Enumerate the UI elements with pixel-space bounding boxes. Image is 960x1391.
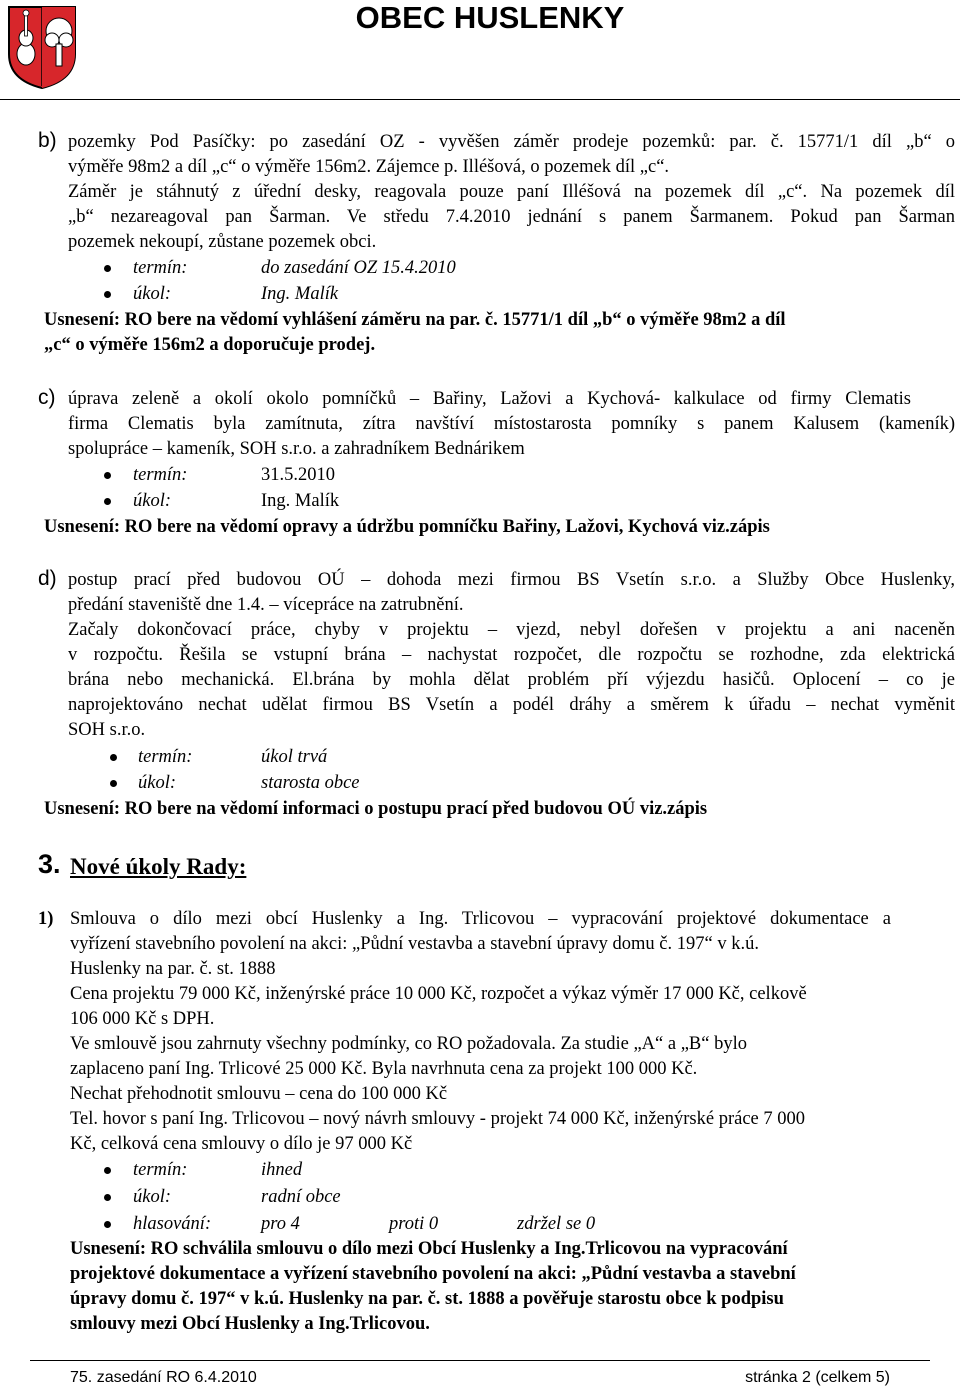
item-1-line: vyřízení stavebního povolení na akci: „Půdní vestavba a stavební úpravy domu č. 197“ v k.ú. <box>70 934 759 954</box>
resolution-d: Usnesení: RO bere na vědomí informaci o postupu prací před budovou OÚ viz.zápis <box>44 799 708 819</box>
task-value: radní obce <box>261 1187 341 1207</box>
term-value: úkol trvá <box>261 747 328 767</box>
section-d-line: postup prací před budovou OÚ – dohoda mezi firmou BS Vsetín s.r.o. a Služby Obce Huslenky, <box>68 570 955 590</box>
section-b-line: výměře 98m2 a díl „c“ o výměře 156m2. Zájemce p. Illéšová, o pozemek díl „c“. <box>68 157 670 177</box>
term-value: 31.5.2010 <box>261 465 335 485</box>
resolution-1: smlouvy mezi Obcí Huslenky a Ing.Trlicovou. <box>70 1314 430 1334</box>
section-d-line: SOH s.r.o. <box>68 720 146 740</box>
term-label: termín: <box>138 747 193 767</box>
resolution-c: Usnesení: RO bere na vědomí opravy a údržbu pomníčku Bařiny, Lažovi, Kychová viz.zápis <box>44 517 770 537</box>
term-value: ihned <box>261 1160 303 1180</box>
item-1-line: Huslenky na par. č. st. 1888 <box>70 959 276 979</box>
section-b-line: „b“ nezareagoval pan Šarman. Ve středu 7.4.2010 jednání s panem Šarmanem. Pokud pan Šarman <box>68 207 955 227</box>
resolution-1: projektové dokumentace a vyřízení stavebního povolení na akci: „Půdní vestavba a stavební <box>70 1264 796 1284</box>
bullet <box>110 780 117 787</box>
section-c-line: úprava zeleně a okolí okolo pomníčků – Bařiny, Lažovi a Kychová- kalkulace od firmy Clematis <box>68 389 911 409</box>
bullet <box>110 754 117 761</box>
vote-against: proti 0 <box>389 1214 439 1234</box>
resolution-b: „c“ o výměře 156m2 a doporučuje prodej. <box>44 335 376 355</box>
bullet <box>104 472 111 479</box>
task-value: Ing. Malík <box>261 491 340 511</box>
bullet <box>104 291 111 298</box>
section-c-line: spolupráce – kameník, SOH s.r.o. a zahradníkem Bednárikem <box>68 439 525 459</box>
bullet <box>104 498 111 505</box>
item-1-line: Ve smlouvě jsou zahrnuty všechny podmínky, co RO požadovala. Za studie „A“ a „B“ bylo <box>70 1034 747 1054</box>
footer-page-number: stránka 2 (celkem 5) <box>745 1369 890 1386</box>
section-3-number: 3. <box>38 849 61 879</box>
term-label: termín: <box>133 465 188 485</box>
bullet <box>104 1194 111 1201</box>
resolution-b: Usnesení: RO bere na vědomí vyhlášení záměru na par. č. 15771/1 díl „b“ o výměře 98m2 a díl <box>44 310 786 330</box>
vote-for: pro 4 <box>261 1214 300 1234</box>
section-d-label: d) <box>38 567 57 590</box>
item-1-label: 1) <box>38 909 54 929</box>
item-1-line: Nechat přehodnotit smlouvu – cena do 100 000 Kč <box>70 1084 448 1104</box>
footer-divider <box>30 1360 930 1361</box>
item-1-line: 106 000 Kč s DPH. <box>70 1009 215 1029</box>
section-b-line: pozemek nekoupí, zůstane pozemek obci. <box>68 232 377 252</box>
task-label: úkol: <box>133 491 172 511</box>
task-label: úkol: <box>138 773 177 793</box>
item-1-line: Tel. hovor s paní Ing. Trlicovou – nový návrh smlouvy - projekt 74 000 Kč, inženýrské práce 7 000 <box>70 1109 805 1129</box>
bullet <box>104 1167 111 1174</box>
section-d-line: předání staveniště dne 1.4. – vícepráce na zatrubnění. <box>68 595 464 615</box>
item-1-line: Smlouva o dílo mezi obcí Huslenky a Ing. Trlicovou – vypracování projektové dokumentace a <box>70 909 891 929</box>
vote-abstain: zdržel se 0 <box>517 1214 596 1234</box>
vote-label: hlasování: <box>133 1214 212 1234</box>
task-label: úkol: <box>133 1187 172 1207</box>
section-3-title: Nové úkoly Rady: <box>70 854 247 879</box>
section-d-line: naprojektováno nechat udělat firmou BS Vsetín a podél dráhy a směrem k úřadu – nechat vyměnit <box>68 695 955 715</box>
section-b-label: b) <box>38 129 57 152</box>
page-title: OBEC HUSLENKY <box>355 0 625 35</box>
section-b-line: Záměr je stáhnutý z úřední desky, reagovala pouze paní Illéšová na pozemek díl „c“. Na pozemek díl <box>68 182 955 202</box>
item-1-line: Cena projektu 79 000 Kč, inženýrské práce 10 000 Kč, rozpočet a výkaz výměr 17 000 Kč, celkově <box>70 984 807 1004</box>
term-value: do zasedání OZ 15.4.2010 <box>261 258 456 278</box>
section-d-line: Začaly dokončovací práce, chyby v projektu – vjezd, nebyl dořešen v projektu a ani naceněn <box>68 620 955 640</box>
footer-meeting: 75. zasedání RO 6.4.2010 <box>70 1369 257 1386</box>
item-1-line: zaplaceno paní Ing. Trlicové 25 000 Kč. Byla navrhnuta cena za projekt 100 000 Kč. <box>70 1059 698 1079</box>
bullet <box>104 265 111 272</box>
section-d-line: brána nebo mechanická. El.brána by mohla dělat problém pří výjezdu hasičů. Oplocení – co je <box>68 670 955 690</box>
section-c-label: c) <box>38 386 56 409</box>
resolution-1: Usnesení: RO schválila smlouvu o dílo mezi Obcí Huslenky a Ing.Trlicovou na vypracování <box>70 1239 788 1259</box>
header-divider <box>0 99 960 100</box>
term-label: termín: <box>133 258 188 278</box>
term-label: termín: <box>133 1160 188 1180</box>
section-b-line: pozemky Pod Pasíčky: po zasedání OZ - vyvěšen záměr prodeje pozemků: par. č. 15771/1 díl „b“ o <box>68 132 955 152</box>
section-c-line: firma Clematis byla zamítnuta, zítra navštíví místostarosta pomníky s panem Kalusem (kameník) <box>68 414 955 434</box>
resolution-1: úpravy domu č. 197“ v k.ú. Huslenky na par. č. st. 1888 a pověřuje starostu obce k podpisu <box>70 1289 784 1309</box>
bullet <box>104 1221 111 1228</box>
task-label: úkol: <box>133 284 172 304</box>
task-value: Ing. Malík <box>261 284 339 304</box>
item-1-line: Kč, celková cena smlouvy o dílo je 97 000 Kč <box>70 1134 413 1154</box>
section-d-line: v rozpočtu. Řešila se vstupní brána – nachystat rozpočet, dle rozpočtu se rozhodne, zda elektrická <box>68 645 955 665</box>
task-value: starosta obce <box>261 773 360 793</box>
